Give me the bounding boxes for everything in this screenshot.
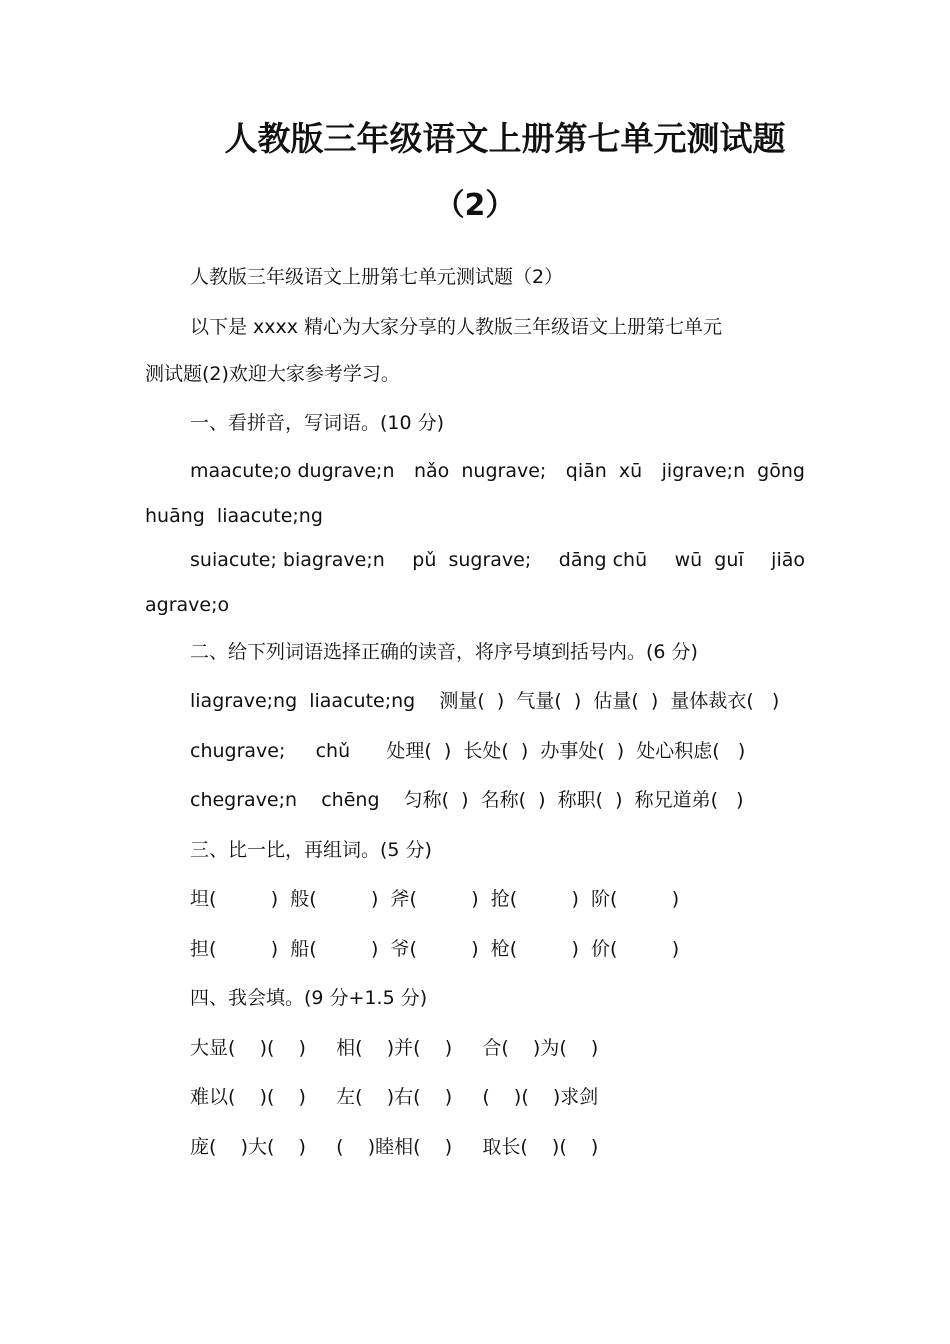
pinyin-row-1 [190, 460, 805, 483]
fill-idiom-row: 难以( )( ) 左( )右( ) ( )( )求剑 [190, 1086, 599, 1108]
pinyin-word: jiāo [771, 549, 805, 571]
fill-idiom-row: 大显( )( ) 相( )并( ) 合( )为( ) [190, 1037, 599, 1059]
section-3-heading: 三、比一比，再组词。(5 分) [190, 839, 432, 861]
fill-idiom-row: 庞( )大( ) ( )睦相( ) 取长( )( ) [190, 1136, 599, 1158]
document-title-number: （2） [434, 188, 516, 223]
section-1-heading: 一、看拼音，写词语。(10 分) [190, 412, 445, 434]
pronunciation-row: chegrave;n chēng 匀称( ) 名称( ) 称职( ) 称兄道弟( ) [190, 789, 744, 811]
pinyin-word: wū guī [674, 549, 744, 571]
lead-paragraph-line-2: 测试题(2)欢迎大家参考学习。 [145, 363, 400, 385]
pinyin-word: nǎo nugrave; [413, 460, 547, 482]
pinyin-word: maacute;o dugrave;n [190, 460, 395, 482]
pronunciation-row: chugrave; chǔ 处理( ) 长处( ) 办事处( ) 处心积虑( ) [190, 740, 746, 762]
pinyin-word: suiacute; biagrave;n [190, 549, 385, 571]
compare-words-row: 坦( ) 般( ) 斧( ) 抢( ) 阶( ) [190, 888, 680, 910]
pinyin-word: dāng chū [558, 549, 648, 571]
compare-words-row: 担( ) 船( ) 爷( ) 枪( ) 价( ) [190, 938, 680, 960]
section-2-heading: 二、给下列词语选择正确的读音，将序号填到括号内。(6 分) [190, 641, 698, 663]
document-title: 人教版三年级语文上册第七单元测试题 [224, 119, 786, 158]
pronunciation-row: liagrave;ng liaacute;ng 测量( ) 气量( ) 估量( ) 量体裁衣( ) [190, 690, 780, 712]
intro-text: 人教版三年级语文上册第七单元测试题（2） [190, 266, 564, 288]
pinyin-row-2-continued: agrave;o [145, 594, 230, 616]
pinyin-word: pǔ sugrave; [412, 549, 532, 571]
pinyin-row-1-continued: huāng liaacute;ng [145, 505, 323, 527]
lead-paragraph-line-1: 以下是 xxxx 精心为大家分享的人教版三年级语文上册第七单元 [190, 316, 723, 338]
pinyin-word: qiān xū [565, 460, 643, 482]
pinyin-row-2 [190, 549, 805, 572]
pinyin-word: jigrave;n gōng [661, 460, 805, 482]
section-4-heading: 四、我会填。(9 分+1.5 分) [190, 987, 428, 1009]
